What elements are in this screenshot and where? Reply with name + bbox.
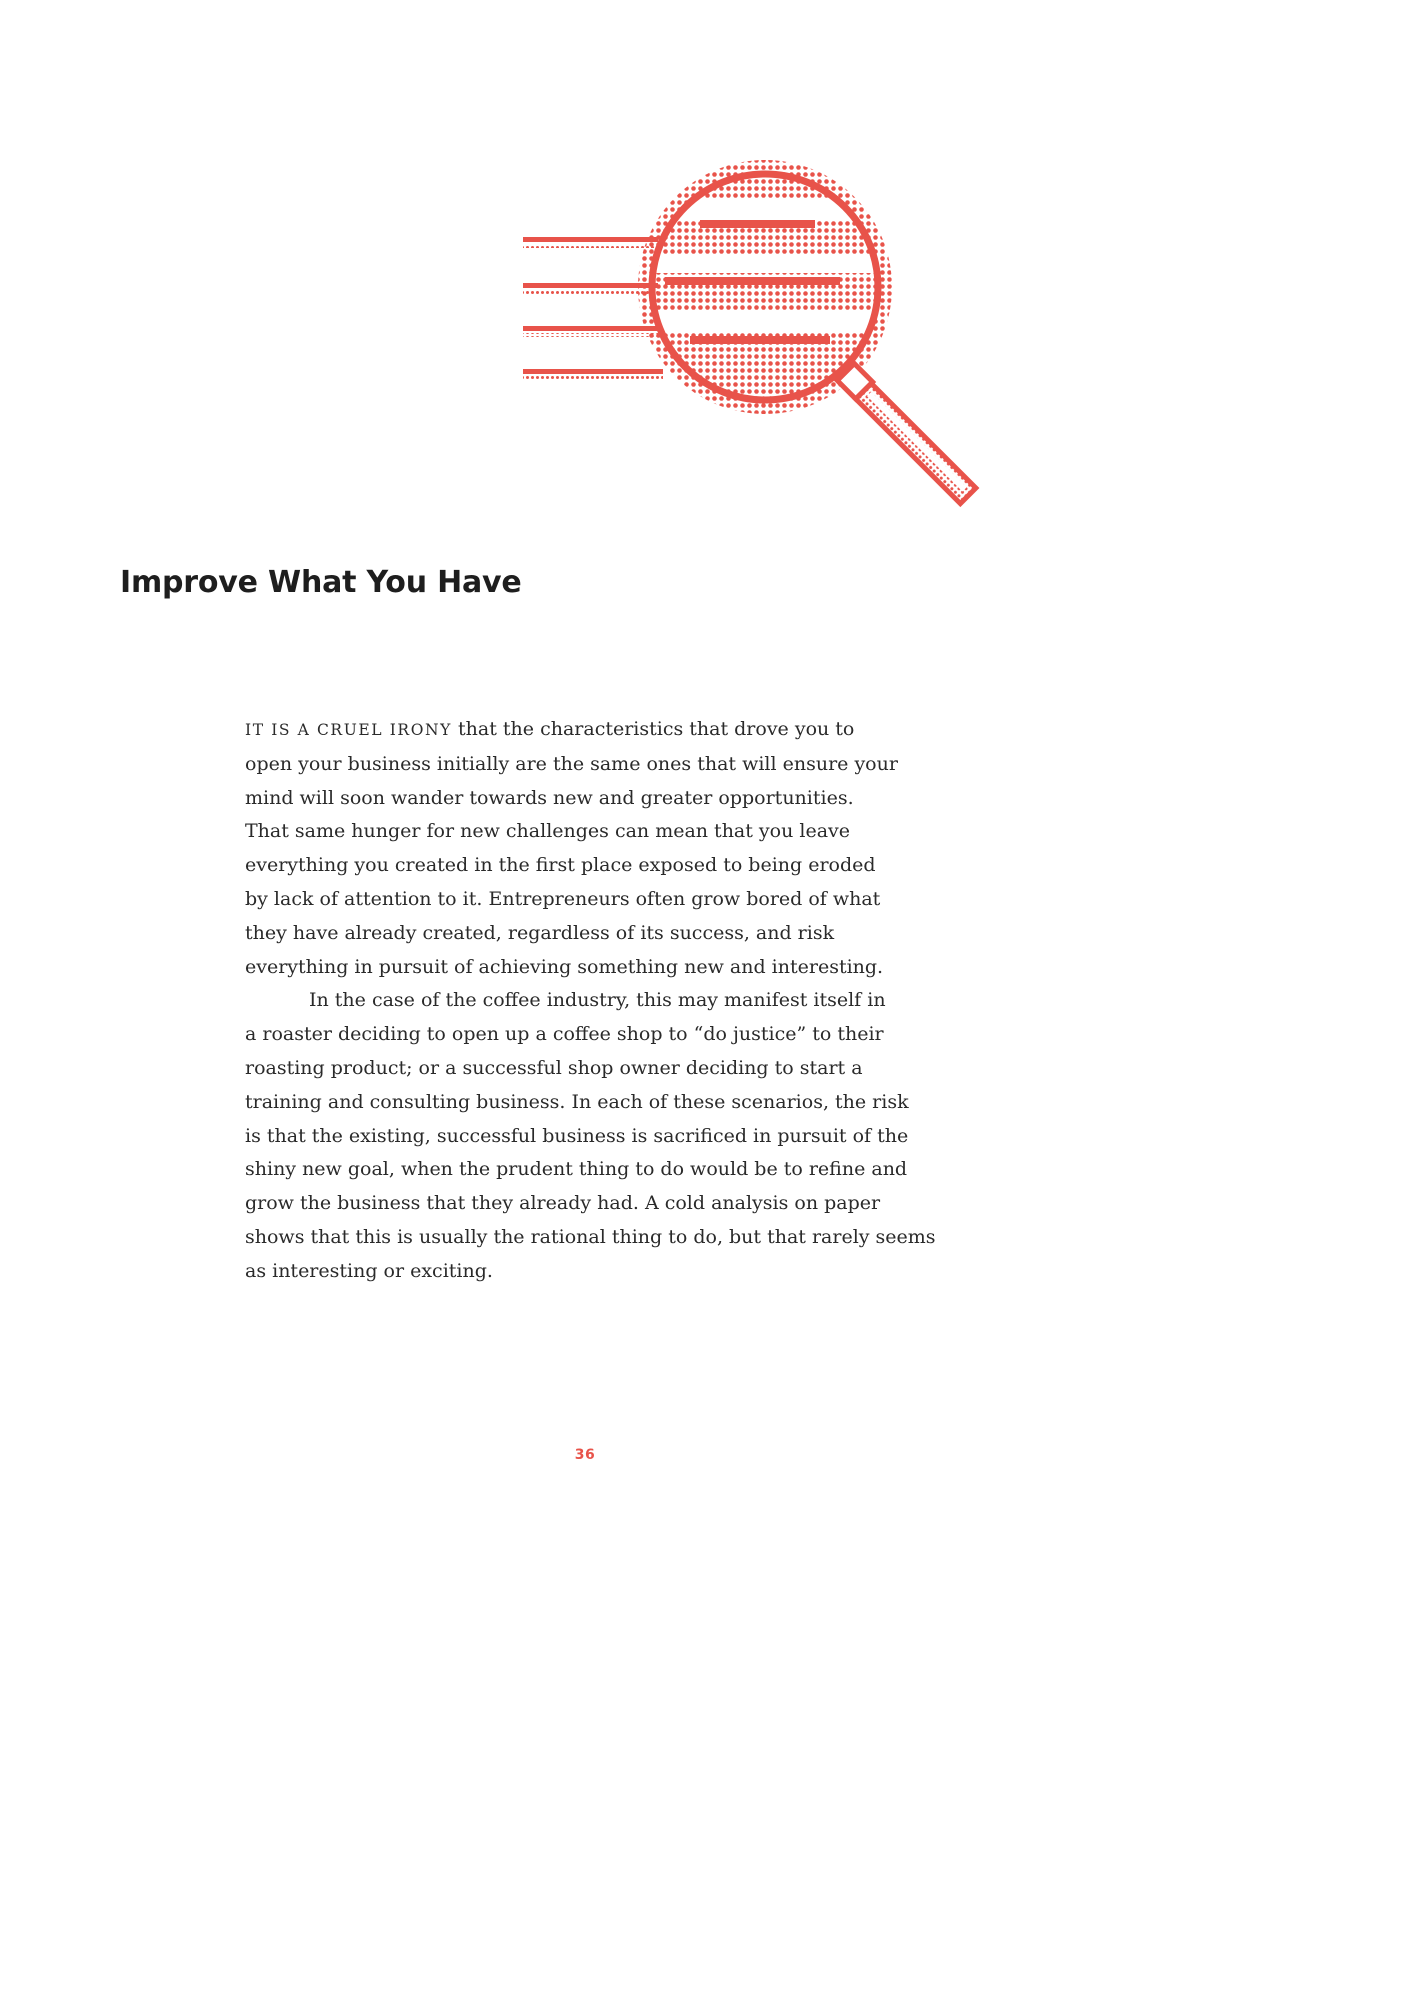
body-line: IT IS A CRUEL IRONY that the characteristics that drove you to (245, 718, 855, 740)
body-line: is that the existing, successful business is sacrificed in pursuit of the (245, 1124, 909, 1147)
page-number: 36 (574, 1447, 596, 1463)
body-line: they have already created, regardless of its success, and risk (245, 921, 835, 944)
body-line: roasting product; or a successful shop owner deciding to start a (245, 1056, 863, 1079)
body-line: mind will soon wander towards new and greater opportunities. (245, 786, 854, 809)
body-text (245, 713, 945, 1289)
magnifying-glass-icon (515, 150, 1005, 520)
chapter-title: Improve What You Have (120, 565, 522, 600)
lead-in: IT IS A CRUEL IRONY (245, 721, 452, 739)
body-line: a roaster deciding to open up a coffee shop to “do justice” to their (245, 1023, 884, 1046)
body-line: as interesting or exciting. (245, 1259, 493, 1282)
body-line: open your business initially are the same ones that will ensure your (245, 752, 898, 775)
body-line: everything in pursuit of achieving something new and interesting. (245, 955, 884, 978)
paragraph-start: In the case of the coffee industry, this may manifest itself in (309, 989, 886, 1012)
body-line: training and consulting business. In each of these scenarios, the risk (245, 1090, 909, 1113)
body-line: everything you created in the first place exposed to being eroded (245, 854, 876, 877)
body-line: by lack of attention to it. Entrepreneurs often grow bored of what (245, 887, 881, 910)
body-line: That same hunger for new challenges can mean that you leave (245, 820, 851, 843)
handle (837, 364, 977, 504)
body-line: shiny new goal, when the prudent thing to do would be to refine and (245, 1158, 908, 1181)
body-line: shows that this is usually the rational thing to do, but that rarely seems (245, 1225, 936, 1248)
body-line: grow the business that they already had. A cold analysis on paper (245, 1192, 881, 1215)
